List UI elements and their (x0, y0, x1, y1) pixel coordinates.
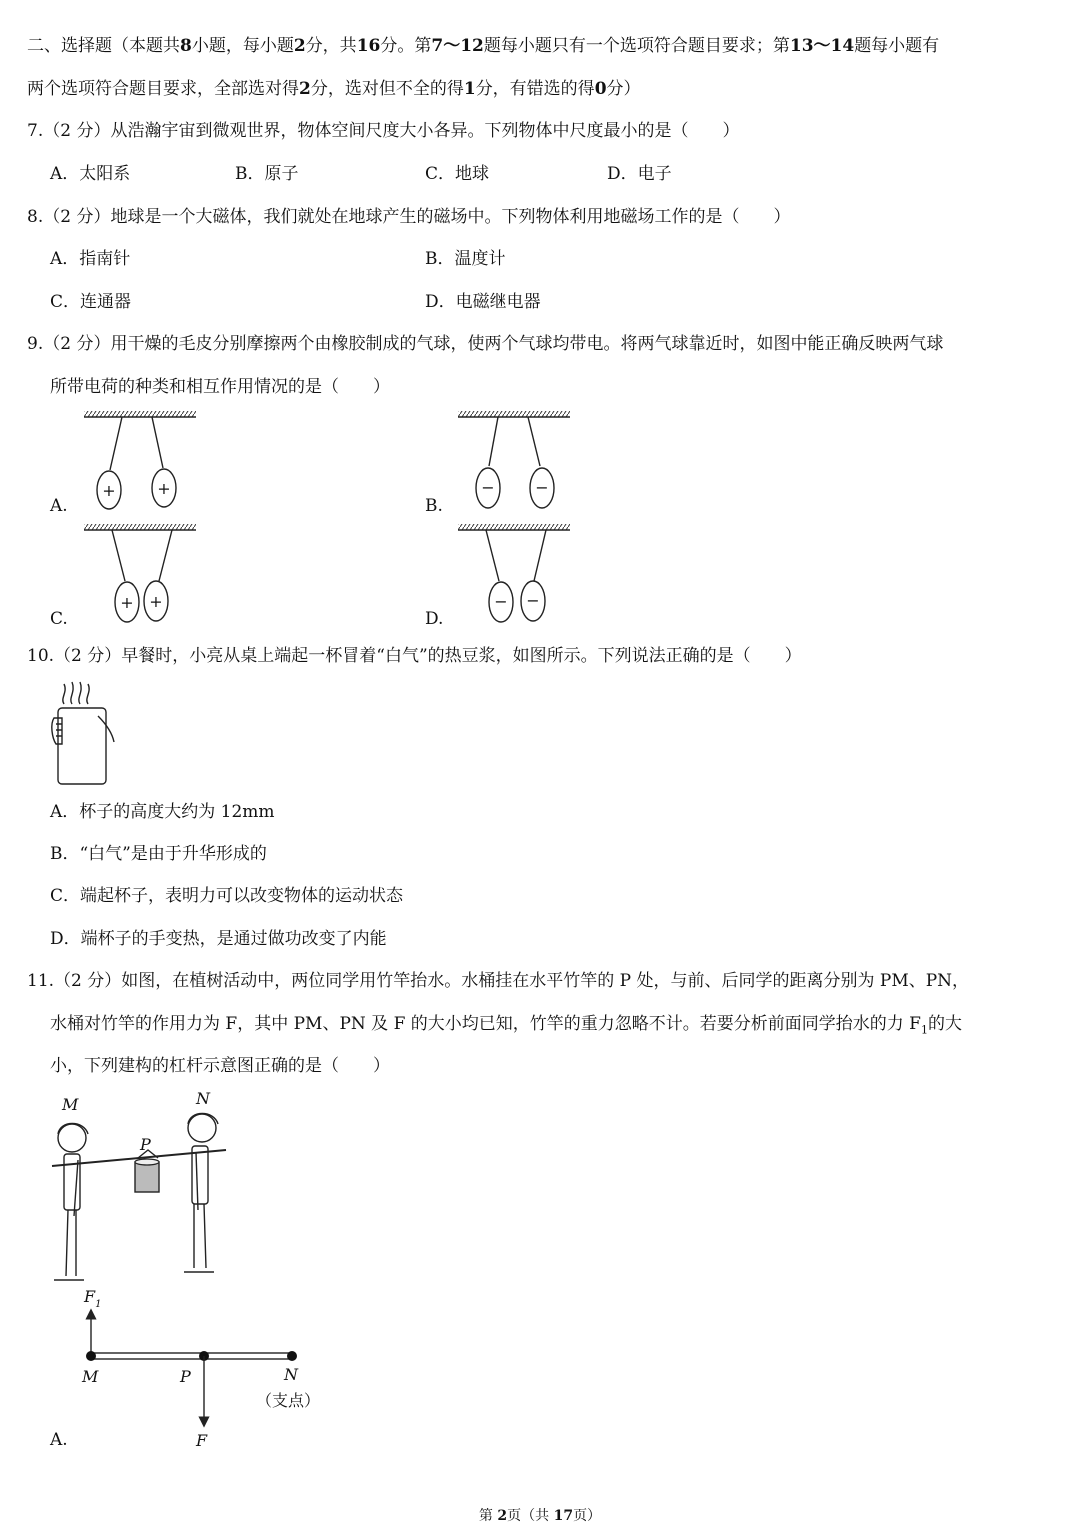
finger-lines (56, 724, 62, 736)
label-m: M (62, 1095, 79, 1114)
q9-stem-line1: 9.（2 分）用干燥的毛皮分别摩擦两个由橡胶制成的气球，使两个气球均带电。将两气球靠近时，如图中能正确反映两气球 (27, 334, 944, 354)
person-m-hair (58, 1124, 88, 1135)
charge-plus: + (102, 481, 116, 500)
bucket (135, 1162, 159, 1192)
steam-line (79, 682, 81, 704)
q7-stem: 7.（2 分）从浩瀚宇宙到微观世界，物体空间尺度大小各异。下列物体中尺度最小的是（ ） (27, 121, 740, 141)
q10-cup-figure (48, 680, 120, 788)
charge-minus: − (494, 592, 508, 611)
string-left (112, 530, 125, 581)
point-n (287, 1351, 297, 1361)
lever-bar (91, 1353, 292, 1359)
person-n-hair (188, 1114, 218, 1125)
q8-option-c: C．连通器 (50, 292, 132, 312)
steam-line (63, 684, 65, 704)
section-header-line2: 两个选项符合题目要求，全部选对得2分，选对但不全的得1分，有错选的得0分） (27, 79, 641, 99)
q9-option-c: C. (50, 609, 68, 629)
q8-option-b: B．温度计 (425, 249, 506, 269)
q7-option-a: A．太阳系 (50, 164, 131, 184)
q9-figure-d (456, 521, 576, 631)
string-left (486, 530, 499, 581)
q11-stem-line3: 小，下列建构的杠杆示意图正确的是（ ） (50, 1056, 390, 1076)
q8-option-a: A．指南针 (50, 249, 131, 269)
ceiling (84, 411, 196, 417)
ceiling (458, 524, 570, 530)
person-n-leg (204, 1204, 206, 1268)
charge-minus: − (535, 478, 549, 497)
q7-option-c: C．地球 (425, 164, 490, 184)
label-p: P (140, 1135, 151, 1154)
steam-line (87, 684, 89, 704)
q7-option-d: D．电子 (607, 164, 672, 184)
lever-m-label: M (82, 1367, 99, 1386)
lever-f-label: F (196, 1431, 208, 1450)
charge-plus: + (149, 592, 163, 611)
q9-figure-a (82, 408, 202, 518)
lever-n-label: N (284, 1365, 298, 1384)
person-m-arm (74, 1160, 78, 1216)
person-n-arm (196, 1152, 198, 1210)
q8-stem: 8.（2 分）地球是一个大磁体，我们就处在地球产生的磁场中。下列物体利用地磁场工作的是（ ） (27, 207, 791, 227)
string-right (534, 530, 546, 581)
q11-students-figure (48, 1090, 238, 1285)
q11-option-a: A. (50, 1430, 68, 1450)
person-n-body (192, 1146, 208, 1204)
q10-option-d: D．端杯子的手变热，是通过做功改变了内能 (50, 929, 387, 949)
section-item-count: 8 (180, 36, 192, 56)
string-left (110, 417, 122, 470)
cup (58, 708, 106, 784)
q9-figure-c (82, 521, 202, 631)
string-left (489, 417, 498, 466)
hand-fingers (52, 718, 62, 744)
lever-p-label: P (180, 1367, 191, 1386)
q10-option-a: A．杯子的高度大约为 12mm (50, 802, 275, 822)
ceiling (458, 411, 570, 417)
lever-f1-label: $F_1$ (84, 1287, 102, 1310)
q11-lever-a (70, 1284, 340, 1454)
q7-option-b: B．原子 (235, 164, 299, 184)
charge-minus: − (481, 478, 495, 497)
string-right (152, 417, 163, 468)
page-footer: 第 2页（共 17页） (478, 1508, 602, 1524)
section-header-line1: 二、选择题（本题共8小题，每小题2分，共16分。第7～12题每小题只有一个选项符合题目要求；第13～14题每小题有 (27, 36, 940, 56)
label-n: N (196, 1089, 210, 1108)
charge-plus: + (157, 479, 171, 498)
point-m (86, 1351, 96, 1361)
q9-option-b: B. (425, 496, 443, 516)
person-m-head (58, 1124, 86, 1152)
q11-stem-line2: 水桶对竹竿的作用力为 F，其中 PM、PN 及 F 的大小均已知，竹竿的重力忽略不计。若要分析前面同学抬水的力 $F_1$的大 (50, 1014, 962, 1037)
q9-stem-line2: 所带电荷的种类和相互作用情况的是（ ） (50, 377, 390, 397)
person-m-leg (66, 1210, 68, 1276)
q9-figure-b (456, 408, 576, 518)
page-number: 2 (497, 1508, 508, 1524)
q11-stem-line1: 11.（2 分）如图，在植树活动中，两位同学用竹竿抬水。水桶挂在水平竹竿的 P 处，与前、后同学的距离分别为 PM、PN， (27, 971, 970, 991)
ceiling (84, 524, 196, 530)
q10-option-b: B．“白气”是由于升华形成的 (50, 844, 267, 864)
charge-minus: − (526, 591, 540, 610)
bucket-rim (135, 1159, 159, 1165)
steam-line (71, 682, 73, 704)
string-right (159, 530, 172, 581)
q9-option-d: D. (425, 609, 444, 629)
q10-stem: 10.（2 分）早餐时，小亮从桌上端起一杯冒着“白气”的热豆浆，如图所示。下列说法正确的是（ ） (27, 646, 802, 666)
charge-plus: + (120, 593, 134, 612)
lever-pivot-label: （支点） (256, 1391, 321, 1410)
q8-option-d: D．电磁继电器 (425, 292, 541, 312)
string-right (528, 417, 540, 466)
q10-option-c: C．端起杯子，表明力可以改变物体的运动状态 (50, 886, 404, 906)
q9-option-a: A. (50, 496, 68, 516)
page-total: 17 (553, 1508, 574, 1524)
person-n-head (188, 1114, 216, 1142)
